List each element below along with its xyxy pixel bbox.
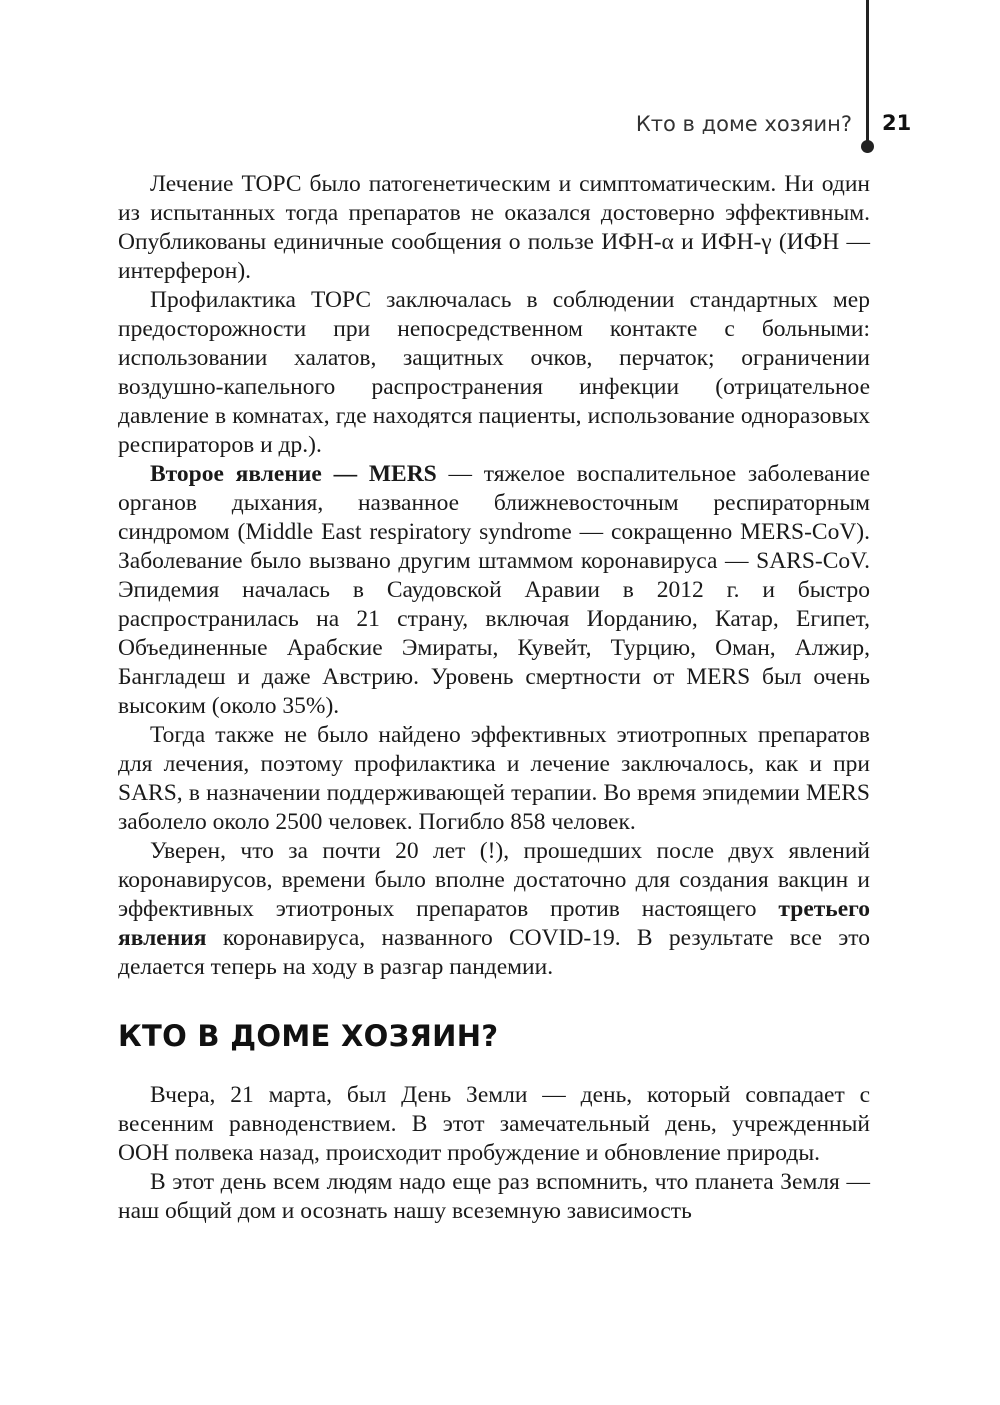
body-text [118, 170, 870, 982]
paragraph-text: — тяжелое воспалительное заболевание органов дыхания, названное ближневосточным респираторным синдромом (Middle East respiratory syndrome — сокращенно MERS-CoV). Заболевание было вызвано другим штаммом коронавируса — SARS-CoV. Эпидемия началась в Саудовской Аравии в 2012 г. и быстро распространилась на 21 страну, включая Иорданию, Катар, Египет, Объединенные Арабские Эмираты, Кувейт, Турцию, Оман, Алжир, Бангладеш и даже Австрию. Уровень смертности от MERS был очень высоким (около 35%). [118, 461, 870, 719]
paragraph-text: коронавируса, названного COVID-19. В результате все это делается теперь на ходу в разгар пандемии. [118, 925, 870, 980]
bold-term: третьего явления [118, 896, 870, 951]
paragraph [118, 460, 870, 721]
page-number: 21 [882, 111, 912, 135]
paragraph: В этот день всем людям надо еще раз вспомнить, что планета Земля — наш общий дом и осознать нашу всеземную зависимость [118, 1169, 870, 1224]
running-title: Кто в доме хозяин? [635, 112, 852, 136]
margin-rule-line [866, 0, 869, 145]
paragraph [118, 837, 870, 982]
margin-rule-dot [861, 140, 874, 153]
bold-term: Второе явление — MERS [150, 461, 437, 487]
paragraph: Вчера, 21 марта, был День Земли — день, который совпадает с весенним равноденствием. В этот замечательный день, учрежденный ООН полвека назад, происходит пробуждение и обновление природы. [118, 1082, 870, 1166]
section-heading: КТО В ДОМЕ ХОЗЯИН? [118, 1019, 499, 1053]
paragraph-text: Уверен, что за почти 20 лет (!), прошедших после двух явлений коронавирусов, времени было вполне достаточно для создания вакцин и эффективных этиотроных препаратов против настоящего [118, 838, 870, 922]
section-body-text [118, 1081, 870, 1226]
paragraph: Лечение ТОРС было патогенетическим и симптоматическим. Ни один из испытанных тогда препаратов не оказался достоверно эффективным. Опубликованы единичные сообщения о пользе ИФН-α и ИФН-γ (ИФН — интерферон). [118, 171, 870, 284]
paragraph: Профилактика ТОРС заключалась в соблюдении стандартных мер предосторожности при непосредственном контакте с больными: использовании халатов, защитных очков, перчаток; ограничении воздушно-капельного распространения инфекции (отрицательное давление в комнатах, где находятся пациенты, использование одноразовых респираторов и др.). [118, 287, 870, 458]
paragraph: Тогда также не было найдено эффективных этиотропных препаратов для лечения, поэтому профилактика и лечение заключалось, как и при SARS, в назначении поддерживающей терапии. Во время эпидемии MERS заболело около 2500 человек. Погибло 858 человек. [118, 722, 870, 835]
